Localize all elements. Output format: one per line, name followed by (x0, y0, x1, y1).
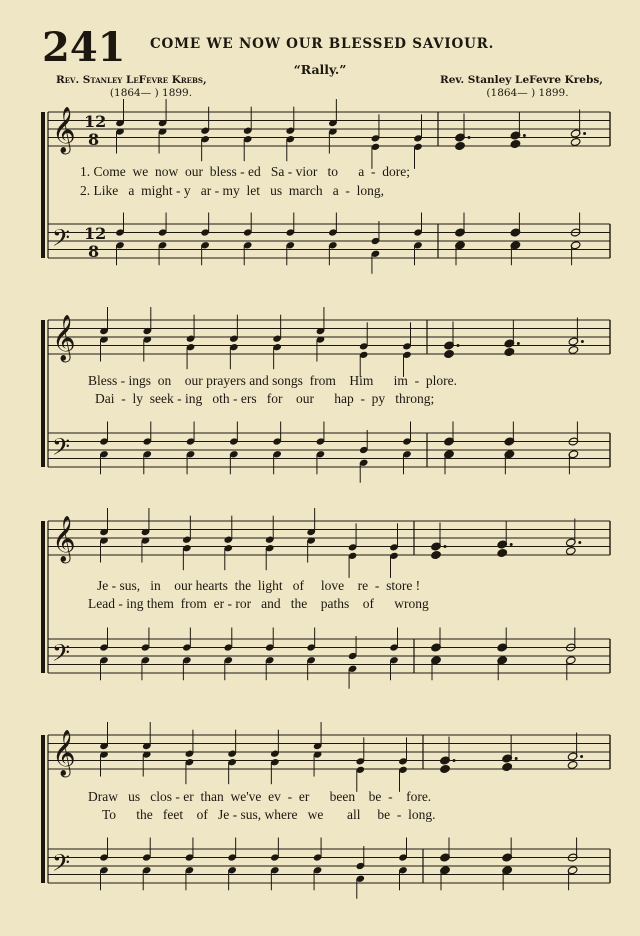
treble-clef-icon-3: 𝄞 (52, 516, 76, 562)
note-head (502, 762, 513, 771)
note-head (444, 349, 455, 358)
lyrics-s2-v1: Bless - ings on our prayers and songs from Him im - plore. (88, 373, 457, 388)
hymn-title: COME WE NOW OUR BLESSED SAVIOUR. (150, 36, 495, 52)
note-head (497, 548, 508, 557)
bass-clef-icon-3: 𝄢 (52, 639, 71, 672)
dot (510, 543, 513, 546)
words-author: Rev. Stanley LeFevre Krebs, (56, 74, 207, 86)
lyrics-s4-v1: Draw us clos - er than we've ev - er been be - fore. (88, 789, 432, 804)
note-head (504, 347, 515, 356)
dot (523, 134, 526, 137)
dot (453, 759, 456, 762)
lyrics-s3-v2: Lead - ing them from er - ror and the paths of wrong (88, 596, 429, 611)
time-sig-den-treble: 8 (88, 130, 100, 149)
time-sig-den-bass: 8 (88, 242, 100, 261)
bass-clef-icon-1: 𝄢 (52, 224, 71, 257)
note-head (440, 764, 451, 773)
dot (578, 541, 581, 544)
treble-clef-icon-4: 𝄞 (52, 730, 76, 776)
note-head (565, 546, 576, 555)
lyrics-s1-v2: 2. Like a might - y ar - my let us march a - long, (80, 183, 385, 198)
lyrics-s1-v1: 1. Come we now our bless - ed Sa - vior to a - dore; (80, 164, 410, 179)
bass-clef-icon-2: 𝄢 (52, 433, 71, 466)
treble-clef-icon-1: 𝄞 (52, 107, 76, 153)
lyrics-s3-v1: Je - sus, in our hearts the light of love re - store ! (97, 578, 421, 593)
note-head (568, 345, 579, 354)
note-head (567, 760, 578, 769)
dot (468, 136, 471, 139)
dot (583, 132, 586, 135)
system-brace-2 (41, 320, 45, 467)
lyrics-s2-v2: Dai - ly seek - ing oth - ers for our hap - py throng; (95, 391, 435, 406)
system-brace-4 (41, 735, 45, 883)
treble-clef-icon-2: 𝄞 (52, 315, 76, 361)
dot (517, 342, 520, 345)
time-sig-num-treble: 12 (84, 112, 107, 131)
note-head (570, 137, 581, 146)
note-head (431, 550, 442, 559)
hymn-number: 241 (42, 24, 126, 71)
dot (444, 545, 447, 548)
words-dates: (1864— ) 1899. (109, 87, 193, 99)
music-dates: (1864— ) 1899. (486, 87, 569, 99)
note-head (455, 141, 466, 150)
dot (515, 757, 518, 760)
note-head (510, 139, 521, 148)
music-author: Rev. Stanley LeFevre Krebs, (440, 74, 603, 86)
dot (581, 340, 584, 343)
system-brace-3 (41, 521, 45, 673)
tune-name: “Rally.” (293, 62, 347, 77)
dot (580, 755, 583, 758)
system-brace-1 (41, 112, 45, 258)
bass-clef-icon-4: 𝄢 (52, 849, 71, 882)
dot (457, 344, 460, 347)
time-sig-num-bass: 12 (84, 224, 107, 243)
lyrics-s4-v2: To the feet of Je - sus, where we all be - long. (102, 807, 436, 822)
